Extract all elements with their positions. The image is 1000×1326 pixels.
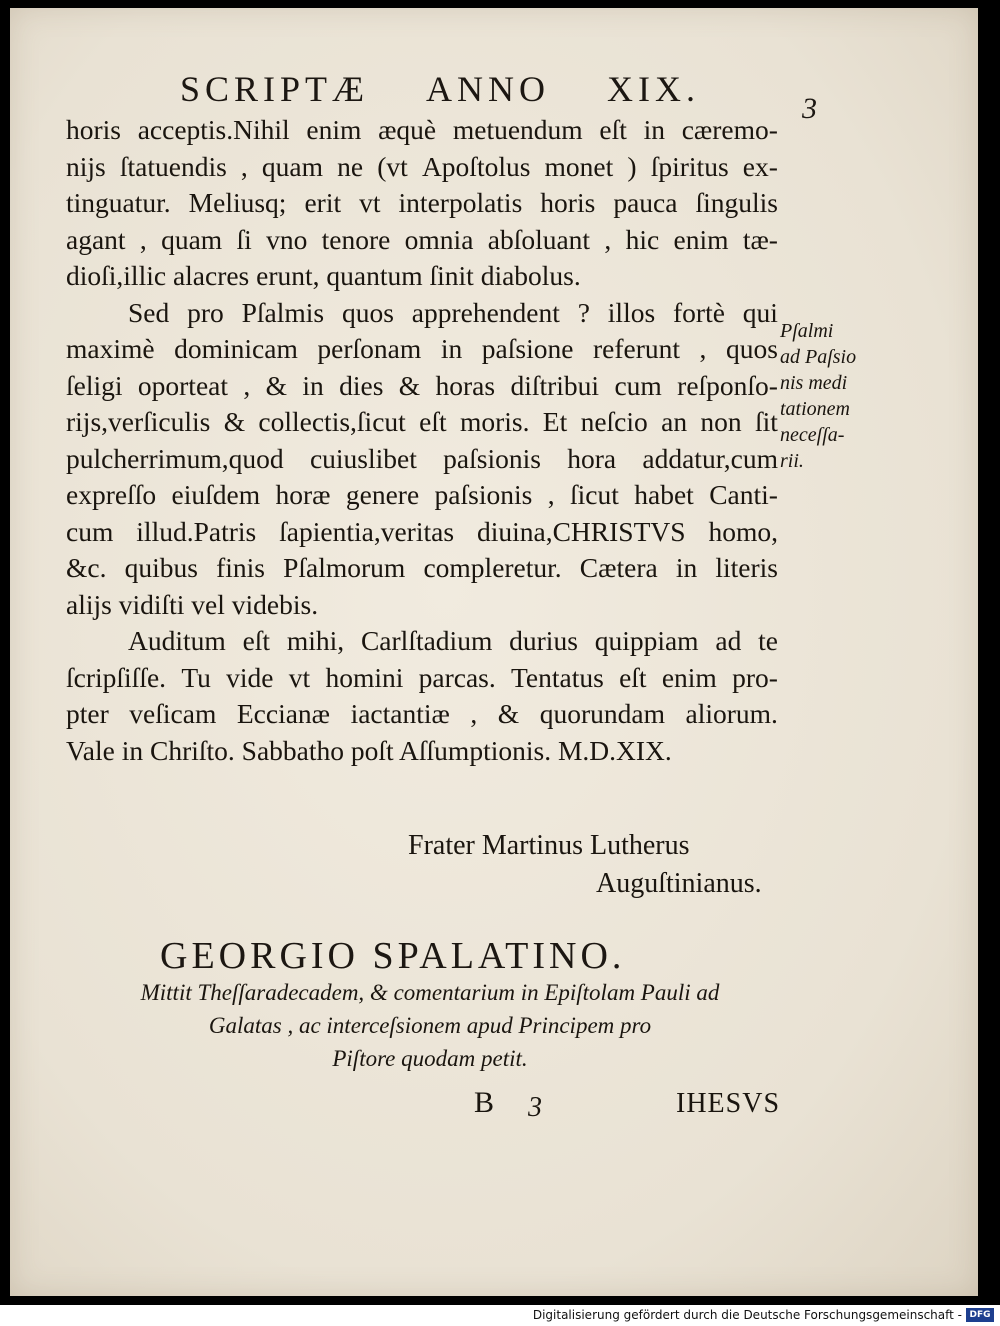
text-line <box>66 404 778 441</box>
text-line <box>66 696 778 733</box>
word: pro <box>187 296 224 328</box>
word: dies <box>339 369 384 401</box>
margin-note-line: tationem <box>780 398 850 420</box>
text-line <box>66 514 778 551</box>
word: , <box>139 223 147 255</box>
margin-note <box>780 318 880 474</box>
word: hic <box>625 223 660 255</box>
word: pter <box>66 698 109 729</box>
word: homini <box>325 661 404 693</box>
signature-mark-number: 3 <box>528 1092 542 1123</box>
word: rijs,verſiculis <box>66 406 211 437</box>
text-line <box>66 185 778 222</box>
word: diſtribui <box>510 369 600 401</box>
word: Tu <box>181 661 211 693</box>
word: horis <box>540 187 596 218</box>
word: quam <box>261 150 324 182</box>
text-line <box>66 660 778 697</box>
word: , <box>699 333 707 364</box>
word: genere <box>345 479 420 510</box>
word: paſsionis <box>443 442 541 474</box>
margin-note-line: neceſſa- <box>780 424 845 446</box>
digitization-footer <box>0 1305 1000 1326</box>
text-line <box>66 623 778 660</box>
word: finis <box>216 552 265 583</box>
running-head-right: XIX. <box>607 69 700 109</box>
catchword: IHESVS <box>676 1088 781 1119</box>
summary-line: Piſtore quodam petit. <box>332 1046 528 1071</box>
word: aliorum. <box>685 698 778 729</box>
word: cum <box>66 515 114 547</box>
word: illud.Patris <box>136 515 257 547</box>
word: tinguatur. <box>66 187 171 218</box>
word: , <box>240 150 248 182</box>
word: referunt <box>592 333 680 364</box>
letter-heading: GEORGIO SPALATINO. <box>160 935 626 977</box>
word: te <box>758 625 778 656</box>
word: metuendum <box>452 114 583 145</box>
text-line <box>66 295 778 332</box>
word: perſonam <box>317 333 422 364</box>
word: illos <box>607 296 656 328</box>
word: vide <box>226 661 274 693</box>
word: interpolatis <box>398 187 523 218</box>
word: ſeligi <box>66 369 123 401</box>
word: ) <box>627 150 637 182</box>
word: iactantiæ <box>350 698 450 729</box>
word: quos <box>725 333 778 364</box>
signature-order: Auguſtinianus. <box>596 868 762 899</box>
word: cuiuslibet <box>309 442 417 474</box>
word: horas <box>435 369 496 401</box>
signature-mark-letter: B <box>474 1086 495 1119</box>
word: tæ- <box>742 223 778 255</box>
word: eſt <box>242 625 271 656</box>
word: mihi, <box>286 625 345 656</box>
word: (vt <box>377 150 408 182</box>
word: , <box>243 369 251 401</box>
word: diuina,CHRISTVS <box>476 515 686 547</box>
word: , <box>470 698 478 729</box>
word: horis <box>66 114 121 145</box>
word: acceptis.Nihil <box>137 114 290 145</box>
running-head <box>180 68 700 110</box>
word: in <box>440 333 463 364</box>
word: &c. <box>66 552 107 583</box>
word: oporteat <box>137 369 228 401</box>
word: quippiam <box>594 625 699 656</box>
word: Pſalmis <box>241 296 325 328</box>
word: neſcio <box>580 406 648 437</box>
running-head-left: SCRIPTÆ <box>180 69 370 109</box>
word: dominicam <box>174 333 298 364</box>
text-line: dioſi,illic alacres erunt, quantum ſinit diabolus. <box>66 260 581 291</box>
word: compleretur. <box>423 552 562 583</box>
signature-name: Frater Martinus Lutherus <box>408 830 690 861</box>
word: cum <box>614 369 662 401</box>
word: & <box>398 369 421 401</box>
word: Tentatus <box>511 661 604 693</box>
word: Pſalmorum <box>283 552 406 583</box>
word: ſapientia,veritas <box>279 515 455 547</box>
word: fortè <box>673 296 725 328</box>
word: agant <box>66 223 126 255</box>
word: apprehendent <box>411 296 560 328</box>
word: Eccianæ <box>236 698 331 729</box>
word: Carlſtadium <box>360 625 493 656</box>
word: Cætera <box>579 552 658 583</box>
text-line <box>66 441 778 478</box>
word: paſsione <box>481 333 574 364</box>
summary-line: Galatas , ac interceſsionem apud Principem pro <box>208 1013 652 1038</box>
word: literis <box>715 552 778 583</box>
text-line <box>66 331 778 368</box>
margin-note-line: rii. <box>780 450 804 472</box>
body-text <box>66 112 778 769</box>
word: horæ <box>275 479 331 510</box>
word: ſingulis <box>695 187 778 218</box>
word: , <box>604 223 612 255</box>
text-line: Vale in Chriſto. Sabbatho poſt Aſſumptionis. M.D.XIX. <box>66 734 672 766</box>
text-line <box>66 112 778 149</box>
word: maximè <box>66 333 155 364</box>
margin-note-line: ad Paſsio <box>780 346 857 368</box>
text-line <box>66 149 778 186</box>
word: enim <box>306 114 362 145</box>
word: paſsionis <box>434 479 533 510</box>
word: homo, <box>708 515 778 547</box>
word: in <box>675 552 698 583</box>
word: ad <box>715 625 742 656</box>
word: durius <box>509 625 578 656</box>
word: ex- <box>742 150 778 182</box>
word: , <box>547 479 555 510</box>
word: ſcripſiſſe. <box>66 661 167 693</box>
word: omnia <box>404 223 474 255</box>
word: ſit <box>754 406 778 437</box>
word: cæremo- <box>681 114 778 145</box>
margin-note-line: Pſalmi <box>780 320 834 342</box>
dfg-logo-icon: DFG <box>966 1308 994 1322</box>
folio-number: 3 <box>802 92 817 125</box>
word: ? <box>577 296 590 328</box>
word: ſpiritus <box>650 150 729 182</box>
word: an <box>661 406 688 437</box>
word: non <box>700 406 742 437</box>
letter-summary <box>100 976 760 1075</box>
word: reſponſo- <box>677 369 778 401</box>
summary-line: Mittit Theſſaradecadem, & comentarium in Epiſtolam Pauli ad <box>140 980 720 1005</box>
running-head-middle: ANNO <box>426 69 551 109</box>
text-line <box>66 477 778 514</box>
word: quibus <box>124 552 198 583</box>
word: hora <box>567 442 617 474</box>
word: expreſſo <box>66 479 157 510</box>
word: æquè <box>378 114 437 145</box>
word: nijs <box>66 150 106 182</box>
word: ſicut <box>569 479 619 510</box>
word: eſt <box>599 114 627 145</box>
word: qui <box>742 296 778 328</box>
word: & <box>223 406 246 437</box>
word: collectis,ſicut <box>258 406 406 437</box>
word: parcas. <box>418 661 496 693</box>
word: enim <box>673 223 729 255</box>
word: vt <box>288 661 311 693</box>
word: eſt <box>619 661 647 693</box>
word: ſi <box>236 223 252 255</box>
word: addatur,cum <box>642 442 778 474</box>
word: quorundam <box>539 698 665 729</box>
word: & <box>265 369 287 401</box>
word: erit <box>304 187 342 218</box>
word: eiuſdem <box>171 479 261 510</box>
word: pauca <box>613 187 678 218</box>
word: vno <box>266 223 308 255</box>
word: in <box>302 369 324 401</box>
margin-note-line: nis medi <box>780 372 848 394</box>
word: Auditum <box>128 625 226 656</box>
word: pulcherrimum,quod <box>66 442 284 474</box>
word: Meliusq; <box>188 187 287 218</box>
word: enim <box>661 661 717 693</box>
word: abſoluant <box>487 223 591 255</box>
word: ne <box>337 150 364 182</box>
word: pro- <box>732 661 778 693</box>
footer-credit: Digitalisierung gefördert durch die Deutsche Forschungsgemeinschaft - <box>532 1308 962 1322</box>
word: veſicam <box>129 698 217 729</box>
word: quam <box>161 223 223 255</box>
word: Et <box>542 406 568 437</box>
word: eſt <box>419 406 447 437</box>
word: in <box>643 114 665 145</box>
word: vt <box>359 187 381 218</box>
word: tenore <box>321 223 391 255</box>
word: habet <box>634 479 694 510</box>
word: quos <box>341 296 394 328</box>
text-line <box>66 550 778 587</box>
word: Sed <box>128 296 170 328</box>
word: moris. <box>459 406 530 437</box>
word: & <box>497 698 520 729</box>
text-line <box>66 222 778 259</box>
text-line <box>66 368 778 405</box>
word: Canti- <box>709 479 778 510</box>
word: ſtatuendis <box>119 150 227 182</box>
word: monet <box>544 150 614 182</box>
text-line: alijs vidiſti vel videbis. <box>66 588 319 620</box>
word: Apoſtolus <box>421 150 531 182</box>
